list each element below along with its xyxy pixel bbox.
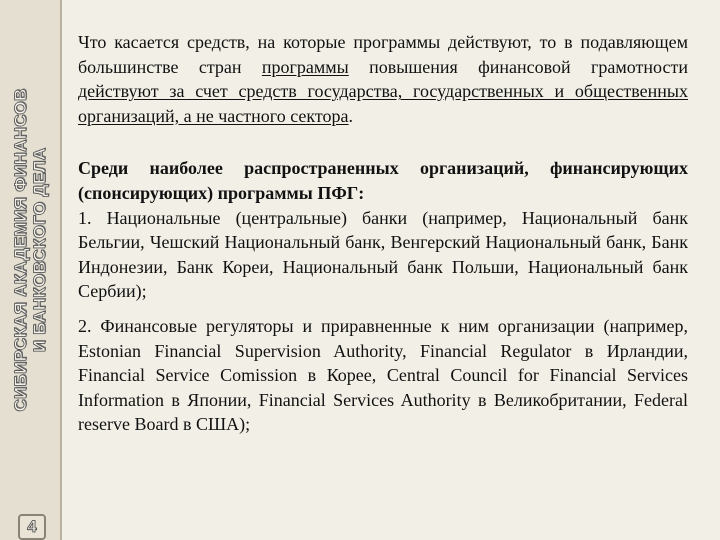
paragraph1-text2: повышения финансовой грамотности <box>348 56 688 77</box>
page-number: 4 <box>18 514 46 540</box>
paragraph-funding-sources <box>78 30 688 128</box>
paragraph1-underlined-programs: программы <box>261 56 349 77</box>
list-item-central-banks: 1. Национальные (центральные) банки (например, Национальный банк Бельгии, Чешский Национальный банк, Венгерский Национальный банк, Банк Индонезии, Банк Кореи, Национальный банк Польши, Национальный банк Сербии); <box>78 207 688 302</box>
list-item-financial-regulators: 2. Финансовые регуляторы и приравненные к ним организации (например, Estonian Financial Supervision Authority, Financial Regulator в Ирландии, Financial Service Comission в Корее, Central Council for Financial Services Information в Японии, Financial Services Authority в Великобритании, Federal reserve Board в США); <box>78 315 688 435</box>
academy-title <box>0 0 60 540</box>
paragraph1-text3: . <box>348 105 354 126</box>
paragraph-regulators <box>78 314 688 437</box>
academy-title-line1: СИБИРСКАЯ АКАДЕМИЯ ФИНАНСОВ <box>11 88 30 412</box>
paragraph-organizations <box>78 156 688 304</box>
organizations-heading: Среди наиболее распространенных организаций, финансирующих (спонсирующих) программы ПФГ: <box>78 158 688 203</box>
slide-content <box>78 30 688 437</box>
sidebar <box>0 0 62 540</box>
academy-title-line2: И БАНКОВСКОГО ДЕЛА <box>30 147 49 353</box>
paragraph1-underlined-funding: действуют за счет средств государства, государственных и общественных организаций, а не частного сектора <box>78 81 688 126</box>
paragraph1-text1: Что касается средств, на которые программы действуют, то в подавляющем большинстве стран <box>78 32 688 77</box>
